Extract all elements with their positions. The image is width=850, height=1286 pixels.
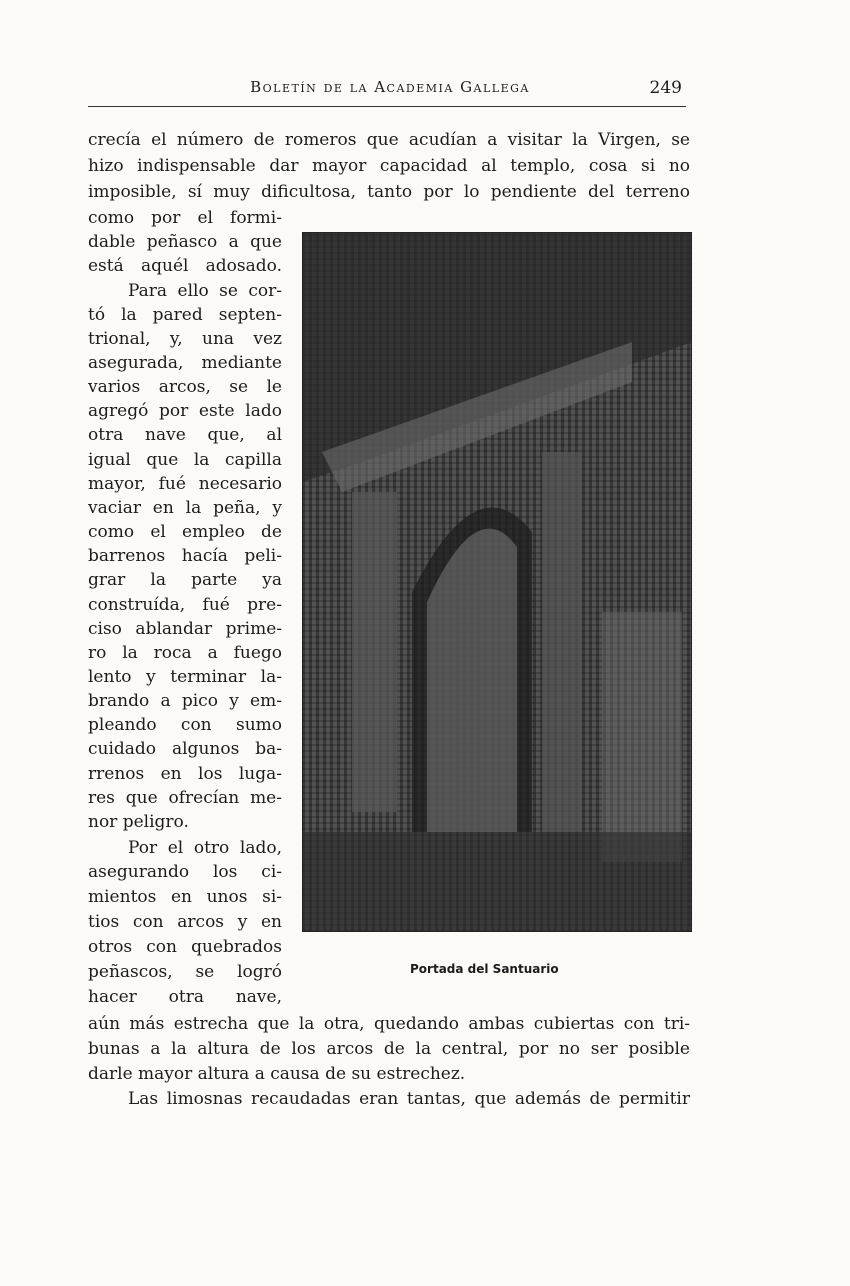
text-line: como el empleo de [88,522,282,542]
text-line: igual que la capilla [88,450,282,470]
text-line: asegurando los ci- [88,862,282,882]
text-line: rrenos en los luga- [88,764,282,784]
text-line: cuidado algunos ba- [88,739,282,759]
text-line: asegurada, mediante [88,353,282,373]
text-line: hacer otra nave, [88,987,282,1007]
text-line: grar la parte ya [88,570,282,590]
text-line: ro la roca a fuego [88,643,282,663]
text-line: lento y terminar la- [88,667,282,687]
text-line: res que ofrecían me- [88,788,282,808]
portal-illustration [302,232,692,932]
text-line: nor peligro. [88,812,189,832]
text-line: imposible, sí muy dificultosa, tanto por lo pendiente del terreno [88,182,690,202]
text-line: tios con arcos y en [88,912,282,932]
text-line: trional, y, una vez [88,329,282,349]
figure-caption: Portada del Santuario [410,962,559,976]
text-line: ciso ablandar prime- [88,619,282,639]
text-line: Por el otro lado, [128,838,282,858]
text-line: darle mayor altura a causa de su estrechez. [88,1064,466,1084]
header-rule [88,106,686,107]
text-line: dable peñasco a que [88,232,282,252]
text-line: Las limosnas recaudadas eran tantas, que además de permitir [128,1089,690,1109]
text-line: como por el formi- [88,208,282,228]
text-line: hizo indispensable dar mayor capacidad al templo, cosa si no [88,156,690,176]
text-line: pleando con sumo [88,715,282,735]
text-line: varios arcos, se le [88,377,282,397]
text-line: tó la pared septen- [88,305,282,325]
text-line: mayor, fué necesario [88,474,282,494]
text-line: crecía el número de romeros que acudían a visitar la Virgen, se [88,130,690,150]
text-line: construída, fué pre- [88,595,282,615]
text-line: vaciar en la peña, y [88,498,282,518]
santuario-portal-photo [302,232,692,932]
text-line: peñascos, se logró [88,962,282,982]
page-number: 249 [649,78,682,98]
text-line: Para ello se cor- [128,281,282,301]
text-line: otros con quebrados [88,937,282,957]
text-line: otra nave que, al [88,425,282,445]
running-title: Boletín de la Academia Gallega [250,78,530,96]
text-line: bunas a la altura de los arcos de la central, por no ser posible [88,1039,690,1059]
text-line: brando a pico y em- [88,691,282,711]
running-header [88,78,692,100]
text-line: aún más estrecha que la otra, quedando ambas cubiertas con tri- [88,1014,690,1034]
text-line: está aquél adosado. [88,256,282,276]
text-line: agregó por este lado [88,401,282,421]
text-line: mientos en unos si- [88,887,282,907]
text-line: barrenos hacía peli- [88,546,282,566]
